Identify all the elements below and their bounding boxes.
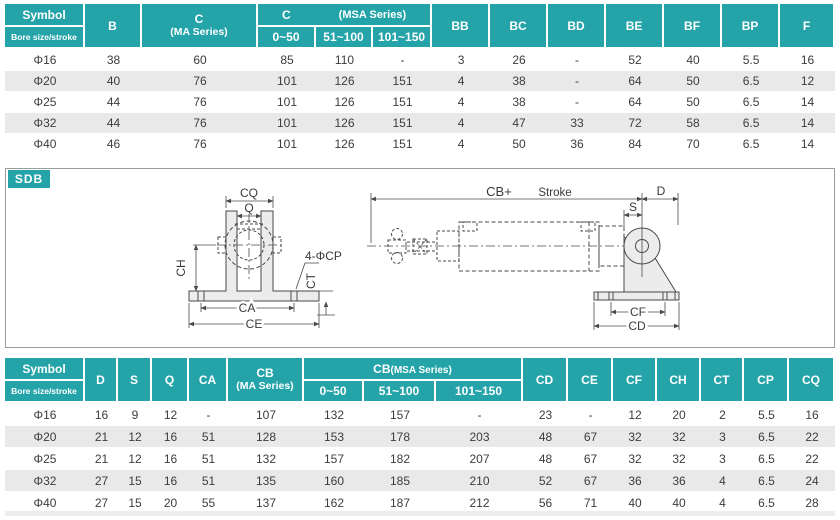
dimension-value-cell: 126 [316,70,373,91]
bottom-table-body [5,403,835,513]
dimension-value-cell: 60 [142,49,258,70]
bore-size-stroke-header: Bore size/stroke [5,27,85,49]
bore-size-cell: Φ40 [5,491,85,513]
dimension-value-cell: - [548,70,606,91]
dimension-value-cell: 210 [436,469,523,491]
dimension-value-cell: 5.5 [744,403,789,425]
dimension-value-cell: 4 [432,70,490,91]
table-row [5,425,835,447]
cylinder-side-view-diagram [367,185,761,345]
stroke-range-101-150: 101~150 [436,381,523,403]
dimension-value-cell: 44 [85,91,142,112]
table-row [5,403,835,425]
bore-size-cell: Φ32 [5,469,85,491]
bore-size-cell: Φ40 [5,133,85,154]
cb-msa-subtitle: (MSA Series) [390,364,452,376]
dimension-value-cell: 14 [780,112,835,133]
col-header-ce: CE [568,358,613,403]
dimension-value-cell: 67 [568,447,613,469]
dimension-value-cell: 22 [789,425,835,447]
dimension-value-cell: 72 [606,112,664,133]
dimension-value-cell: 212 [436,491,523,513]
dimension-value-cell: 126 [316,112,373,133]
dimension-value-cell: 6.5 [722,70,780,91]
dimension-value-cell: 151 [373,70,432,91]
sdb-type-badge: SDB [8,170,50,188]
dimension-value-cell: 67 [568,425,613,447]
col-group-cb-msa [304,358,523,381]
dimension-value-cell: 46 [85,133,142,154]
dimension-value-cell: 70 [664,133,722,154]
dim-label-mounting-holes: 4-ΦCP [305,249,342,263]
dimension-value-cell: 9 [118,403,152,425]
dimensions-table-top [5,4,835,154]
dimension-value-cell: 12 [152,403,189,425]
stroke-range-51-100: 51~100 [364,381,436,403]
sdb-diagram-panel [5,168,835,348]
dimension-value-cell: 128 [228,425,304,447]
col-header-ct: CT [701,358,744,403]
dimension-value-cell: 21 [85,447,118,469]
dimension-value-cell: 3 [701,425,744,447]
dimension-value-cell: 16 [780,49,835,70]
dimension-value-cell: 38 [85,49,142,70]
dimension-value-cell: 6.5 [722,133,780,154]
dimension-value-cell: 48 [523,425,568,447]
dimension-value-cell: 52 [523,469,568,491]
dimension-value-cell: 16 [85,403,118,425]
table-row [5,70,835,91]
dimension-value-cell: 20 [152,491,189,513]
dimension-value-cell: 6.5 [744,491,789,513]
dimension-value-cell: 126 [316,91,373,112]
dimension-value-cell: 76 [142,112,258,133]
dimension-value-cell: 50 [664,91,722,112]
dimension-value-cell: 58 [664,112,722,133]
dimension-value-cell: 101 [258,70,316,91]
dimension-value-cell: 84 [606,133,664,154]
dimension-value-cell: 132 [304,403,364,425]
dimension-value-cell: 5.5 [722,49,780,70]
dimension-value-cell: 47 [490,112,548,133]
c-ma-title: C [194,12,204,26]
dim-label-d: D [656,185,666,198]
dimension-value-cell: 15 [118,491,152,513]
dimension-value-cell: 107 [228,403,304,425]
dimension-value-cell: 50 [490,133,548,154]
dimension-value-cell: 76 [142,133,258,154]
dimension-value-cell: - [568,403,613,425]
col-header-ch: CH [657,358,701,403]
dimension-value-cell: 51 [189,469,228,491]
dimension-value-cell: - [548,91,606,112]
dimension-value-cell: 12 [118,447,152,469]
dimension-value-cell: - [189,403,228,425]
dimension-value-cell: 4 [701,491,744,513]
dimension-value-cell: 14 [780,91,835,112]
dimension-value-cell: 38 [490,91,548,112]
dimension-value-cell: 38 [490,70,548,91]
dimension-value-cell: 48 [523,447,568,469]
dimension-value-cell: 157 [364,403,436,425]
dim-label-cd: CD [628,319,646,333]
dimension-value-cell: 187 [364,491,436,513]
dimension-value-cell: 12 [118,425,152,447]
dimension-value-cell: 12 [613,403,657,425]
dim-label-s: S [628,200,638,214]
dimension-value-cell: 4 [701,469,744,491]
dimension-value-cell: 6.5 [722,91,780,112]
dimension-value-cell: 6.5 [744,425,789,447]
table-row [5,133,835,154]
dimension-value-cell: 203 [436,425,523,447]
dimension-value-cell: 40 [664,49,722,70]
col-header-d: D [85,358,118,403]
cb-ma-title: CB [256,366,274,380]
dimension-value-cell: 101 [258,133,316,154]
dimension-value-cell: 20 [657,403,701,425]
cb-msa-title: CB [373,361,391,376]
dimension-value-cell: 16 [152,447,189,469]
dimension-value-cell: 101 [258,91,316,112]
dimension-value-cell: 40 [613,491,657,513]
dimension-value-cell: 151 [373,133,432,154]
dimension-value-cell: 44 [85,112,142,133]
dim-label-cb-plus: CB+ [486,185,512,199]
bracket-base-plate [594,292,679,300]
dimension-value-cell: - [548,49,606,70]
dimension-value-cell: 36 [548,133,606,154]
dimension-value-cell: 14 [780,133,835,154]
dim-label-stroke: Stroke [538,187,572,199]
col-header-c-ma [142,4,258,49]
dimension-value-cell: 27 [85,491,118,513]
col-header-bf: BF [664,4,722,49]
dimension-value-cell: 4 [432,91,490,112]
c-ma-subtitle: (MA Series) [170,26,228,38]
col-header-be: BE [606,4,664,49]
dimension-value-cell: 135 [228,469,304,491]
dimension-value-cell: 15 [118,469,152,491]
cb-ma-subtitle: (MA Series) [236,380,294,392]
dim-label-ch: CH [174,259,188,277]
dimension-value-cell: 12 [780,70,835,91]
table-row [5,91,835,112]
dimension-value-cell: 110 [316,49,373,70]
dimension-value-cell: 182 [364,447,436,469]
cylinder-body-outline [459,222,599,271]
col-header-bc: BC [490,4,548,49]
bore-size-cell: Φ16 [5,49,85,70]
dimension-value-cell: 76 [142,70,258,91]
col-header-bb: BB [432,4,490,49]
dimension-value-cell: 207 [436,447,523,469]
dimension-value-cell: 26 [490,49,548,70]
dimension-value-cell: 28 [789,491,835,513]
dimension-value-cell: 160 [304,469,364,491]
col-group-c-msa [258,4,432,27]
symbol-header: Symbol [5,358,85,381]
bore-size-cell: Φ32 [5,112,85,133]
stroke-range-101-150: 101~150 [373,27,432,49]
col-header-cf: CF [613,358,657,403]
dimension-value-cell: 33 [548,112,606,133]
dimension-value-cell: 36 [657,469,701,491]
dimension-value-cell: 50 [664,70,722,91]
dimension-value-cell: 40 [657,491,701,513]
dim-label-cf: CF [630,305,646,319]
dimension-value-cell: 151 [373,91,432,112]
dimension-value-cell: 6.5 [744,447,789,469]
dimension-value-cell: 21 [85,425,118,447]
table-row [5,49,835,70]
dimension-value-cell: 32 [657,425,701,447]
dimension-value-cell: 3 [701,447,744,469]
c-msa-subtitle: (MSA Series) [338,8,407,21]
dimension-value-cell: 56 [523,491,568,513]
dimension-value-cell: 162 [304,491,364,513]
dimension-value-cell: 85 [258,49,316,70]
dim-label-ca: CA [238,301,256,315]
col-header-cd: CD [523,358,568,403]
table-row [5,447,835,469]
table-row [5,491,835,513]
dimension-value-cell: 55 [189,491,228,513]
dimension-value-cell: 22 [789,447,835,469]
dimension-value-cell: 36 [613,469,657,491]
dimension-value-cell: 185 [364,469,436,491]
dimension-value-cell: 16 [789,403,835,425]
bore-size-cell: Φ20 [5,425,85,447]
table-row [5,469,835,491]
dimension-value-cell: 52 [606,49,664,70]
dimension-value-cell: 67 [568,469,613,491]
bore-size-cell: Φ16 [5,403,85,425]
bore-size-cell: Φ25 [5,91,85,112]
dimensions-table-bottom [5,358,835,513]
dimension-value-cell: 32 [657,447,701,469]
dimension-value-cell: 16 [152,469,189,491]
dimension-value-cell: 76 [142,91,258,112]
top-table-body [5,49,835,154]
bore-size-cell: Φ20 [5,70,85,91]
dimension-value-cell: 101 [258,112,316,133]
dimension-value-cell: 64 [606,91,664,112]
col-header-ca: CA [189,358,228,403]
table-row [5,112,835,133]
dimension-value-cell: 24 [789,469,835,491]
dim-label-ce: CE [245,317,263,331]
dimension-value-cell: 178 [364,425,436,447]
col-header-b: B [85,4,142,49]
dimension-value-cell: 137 [228,491,304,513]
bore-size-stroke-header: Bore size/stroke [5,381,85,403]
dimension-value-cell: 4 [432,112,490,133]
bore-size-cell: Φ25 [5,447,85,469]
dimension-value-cell: 51 [189,447,228,469]
bracket-front-outline [189,211,319,301]
dimension-value-cell: 132 [228,447,304,469]
col-header-q: Q [152,358,189,403]
stroke-range-0-50: 0~50 [258,27,316,49]
col-header-s: S [118,358,152,403]
col-header-f: F [780,4,835,49]
dimension-value-cell: 32 [613,447,657,469]
stroke-range-51-100: 51~100 [316,27,373,49]
dimension-value-cell: 27 [85,469,118,491]
dimension-value-cell: - [373,49,432,70]
col-header-cq: CQ [789,358,835,403]
dimension-value-cell: 6.5 [744,469,789,491]
cropped-next-row-strip [5,511,835,516]
dim-label-ct: CT [304,273,318,289]
dimension-value-cell: 51 [189,425,228,447]
c-msa-title: C [282,7,291,22]
col-header-bd: BD [548,4,606,49]
dim-label-cq: CQ [240,186,258,200]
dimension-value-cell: 153 [304,425,364,447]
dimension-value-cell: 40 [85,70,142,91]
dimension-value-cell: 64 [606,70,664,91]
symbol-header: Symbol [5,4,85,27]
col-header-cp: CP [744,358,789,403]
dimension-value-cell: 32 [613,425,657,447]
dim-label-q: Q [244,201,254,215]
dimension-value-cell: 151 [373,112,432,133]
stroke-range-0-50: 0~50 [304,381,364,403]
dimension-value-cell: 2 [701,403,744,425]
dimension-value-cell: 23 [523,403,568,425]
dimension-value-cell: 16 [152,425,189,447]
dimension-value-cell: 157 [304,447,364,469]
col-header-bp: BP [722,4,780,49]
dimension-value-cell: 6.5 [722,112,780,133]
col-header-cb-ma [228,358,304,403]
dimension-value-cell: 71 [568,491,613,513]
dimension-value-cell: - [436,403,523,425]
dimension-value-cell: 3 [432,49,490,70]
dimension-value-cell: 4 [432,133,490,154]
dimension-value-cell: 126 [316,133,373,154]
